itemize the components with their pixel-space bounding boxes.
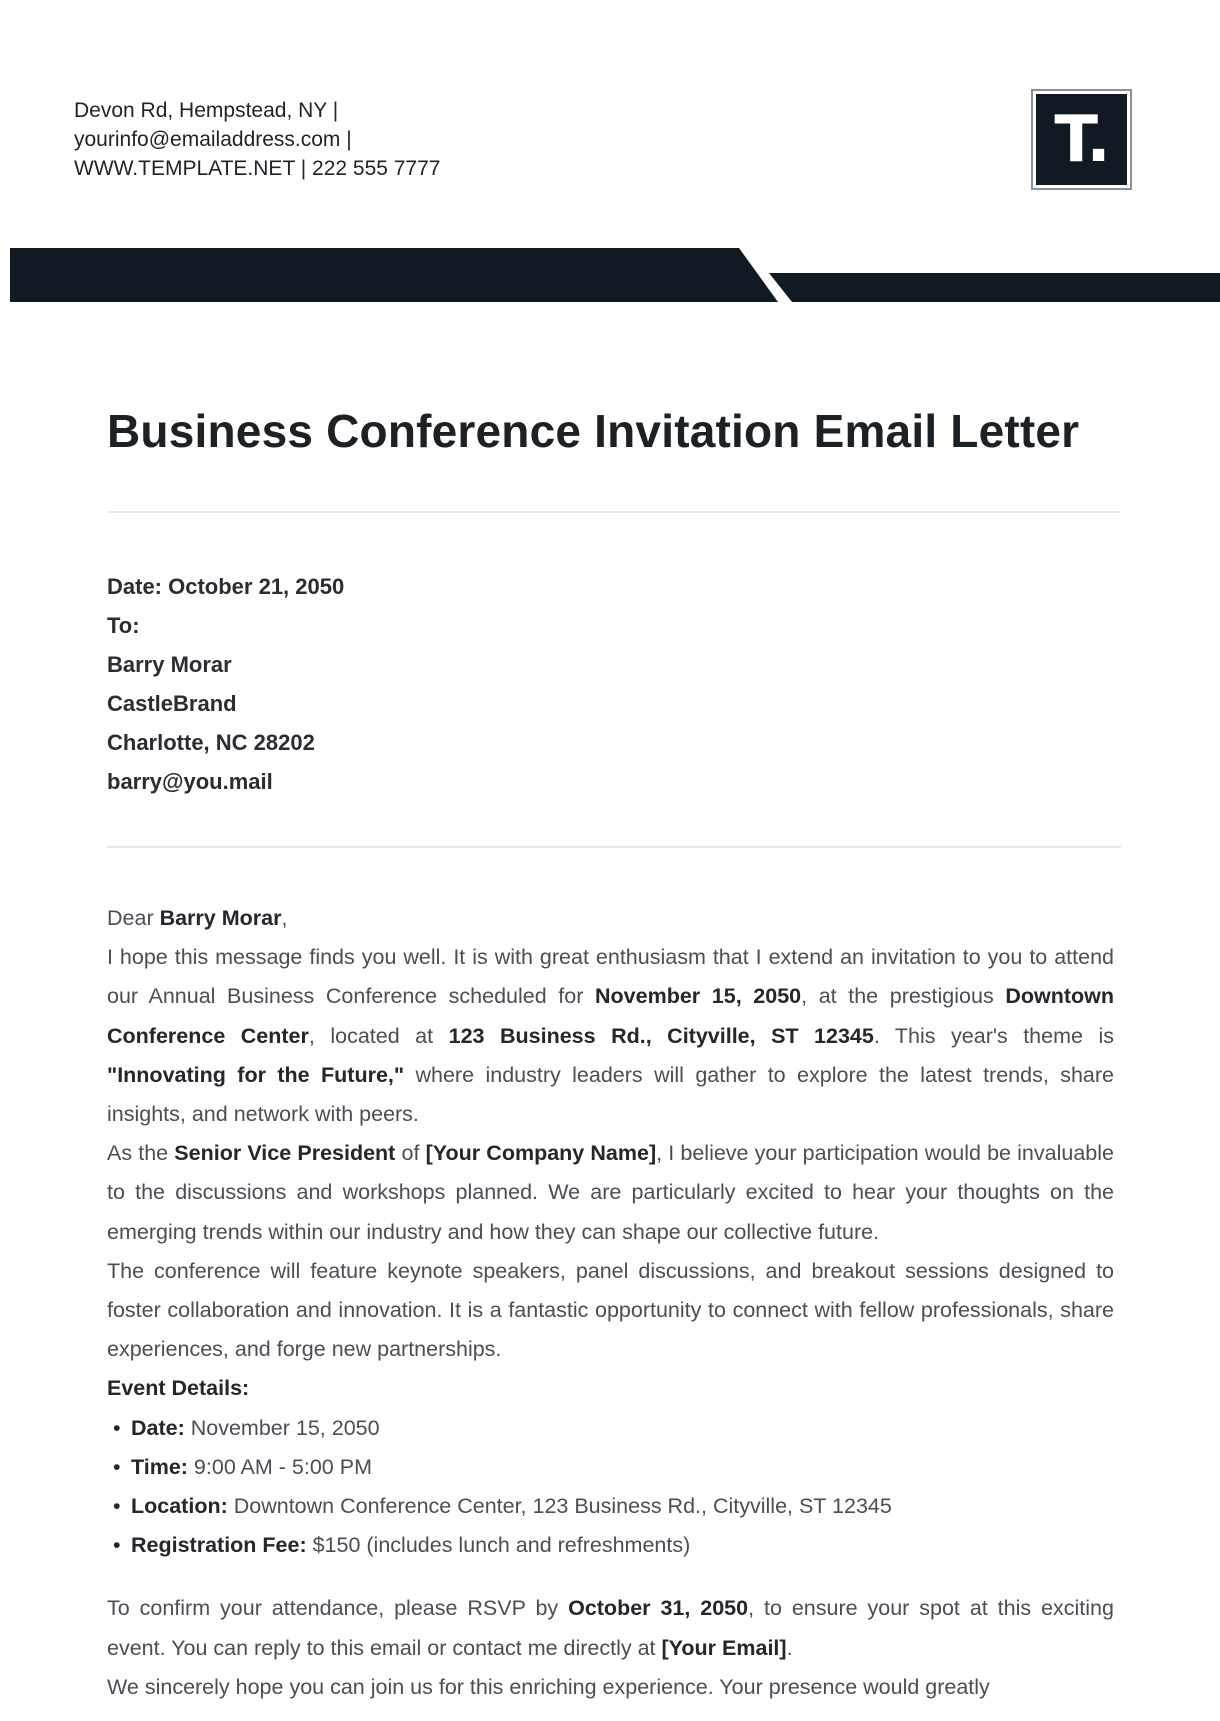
letter-date: Date: October 21, 2050 bbox=[107, 574, 345, 599]
paragraph-invitation bbox=[107, 938, 1114, 1134]
paragraph-closing-partial: We sincerely hope you can join us for this enriching experience. Your presence would greatly bbox=[107, 1674, 990, 1699]
p1-bold-venue: Downtown Conference Center bbox=[107, 984, 1114, 1048]
recipient-address: Charlotte, NC 28202 bbox=[107, 730, 315, 755]
list-item bbox=[113, 1526, 1114, 1565]
detail-value: $150 (includes lunch and refreshments) bbox=[306, 1533, 691, 1558]
header-band bbox=[10, 248, 1220, 304]
salutation-suffix: , bbox=[281, 906, 288, 930]
p2-text-3: , I believe your participation would be invaluable to the discussions and workshops planned. We are particularly excited to hear your thoughts on the emerging trends within our industry and how they can shape our collective future. bbox=[107, 1141, 1114, 1244]
p1-text-1: I hope this message finds you well. It is with great enthusiasm that I extend an invitation to you to attend our Annual Business Conference scheduled for bbox=[107, 945, 1114, 1009]
p1-text-4: . This year's theme is bbox=[873, 1023, 1114, 1048]
logo-mark: T. bbox=[1036, 94, 1127, 185]
p1-bold-theme: "Innovating for the Future," bbox=[107, 1062, 405, 1087]
salutation-name: Barry Morar bbox=[159, 906, 282, 930]
letter-body bbox=[107, 899, 1114, 1707]
p1-text-2: , at the prestigious bbox=[801, 984, 1006, 1009]
detail-label: Location: bbox=[131, 1494, 228, 1519]
p1-text-5: where industry leaders will gather to explore the latest trends, share insights, and network with peers. bbox=[107, 1062, 1114, 1127]
list-item bbox=[113, 1487, 1114, 1526]
p4-text-1: To confirm your attendance, please RSVP by bbox=[107, 1596, 569, 1621]
recipient-block bbox=[107, 567, 344, 801]
list-item bbox=[113, 1448, 1114, 1487]
recipient-email: barry@you.mail bbox=[107, 769, 273, 794]
divider-top bbox=[107, 511, 1121, 513]
contact-email: yourinfo@emailaddress.com | bbox=[74, 128, 352, 151]
salutation-prefix: Dear bbox=[107, 906, 160, 930]
p1-bold-address: 123 Business Rd., Cityville, ST 12345 bbox=[448, 1023, 874, 1048]
page-title: Business Conference Invitation Email Letter bbox=[107, 405, 1080, 457]
detail-label: Time: bbox=[131, 1454, 188, 1479]
list-spacer bbox=[107, 1565, 1114, 1589]
divider-middle bbox=[107, 846, 1121, 848]
salutation bbox=[107, 899, 1114, 938]
header-band-left bbox=[10, 248, 778, 302]
detail-value: November 15, 2050 bbox=[184, 1415, 380, 1440]
detail-value: 9:00 AM - 5:00 PM bbox=[187, 1454, 372, 1479]
event-details-heading: Event Details: bbox=[107, 1376, 250, 1401]
paragraph-features: The conference will feature keynote speakers, panel discussions, and breakout sessions designed to foster collaboration and innovation. It is a fantastic opportunity to connect with fellow professionals, share experiences, and forge new partnerships. bbox=[107, 1258, 1114, 1362]
p1-text-3: , located at bbox=[308, 1023, 449, 1048]
paragraph-rsvp bbox=[107, 1589, 1114, 1667]
to-label: To: bbox=[107, 613, 140, 638]
recipient-company: CastleBrand bbox=[107, 691, 237, 716]
contact-web-phone: WWW.TEMPLATE.NET | 222 555 7777 bbox=[74, 157, 441, 180]
letterhead-contact bbox=[74, 96, 440, 183]
detail-value: Downtown Conference Center, 123 Business Rd., Cityville, ST 12345 bbox=[227, 1494, 892, 1519]
company-logo bbox=[1031, 89, 1132, 190]
p4-bold-email: [Your Email] bbox=[661, 1635, 787, 1660]
p1-bold-date: November 15, 2050 bbox=[595, 984, 802, 1009]
p2-bold-company: [Your Company Name] bbox=[425, 1141, 657, 1166]
paragraph-participation bbox=[107, 1134, 1114, 1252]
p2-text-2: of bbox=[395, 1141, 426, 1166]
p4-text-2: , to ensure your spot at this exciting event. You can reply to this email or contact me directly at bbox=[107, 1596, 1114, 1660]
detail-label: Date: bbox=[131, 1415, 185, 1440]
list-item bbox=[113, 1409, 1114, 1448]
p4-text-3: . bbox=[786, 1635, 793, 1660]
p4-bold-date: October 31, 2050 bbox=[568, 1596, 749, 1621]
recipient-name: Barry Morar bbox=[107, 652, 232, 677]
contact-address: Devon Rd, Hempstead, NY | bbox=[74, 99, 339, 122]
p2-text-1: As the bbox=[107, 1141, 175, 1166]
p2-bold-title: Senior Vice President bbox=[174, 1141, 396, 1166]
event-details-list bbox=[107, 1409, 1114, 1566]
header-band-right bbox=[769, 273, 1220, 302]
detail-label: Registration Fee: bbox=[131, 1533, 307, 1558]
